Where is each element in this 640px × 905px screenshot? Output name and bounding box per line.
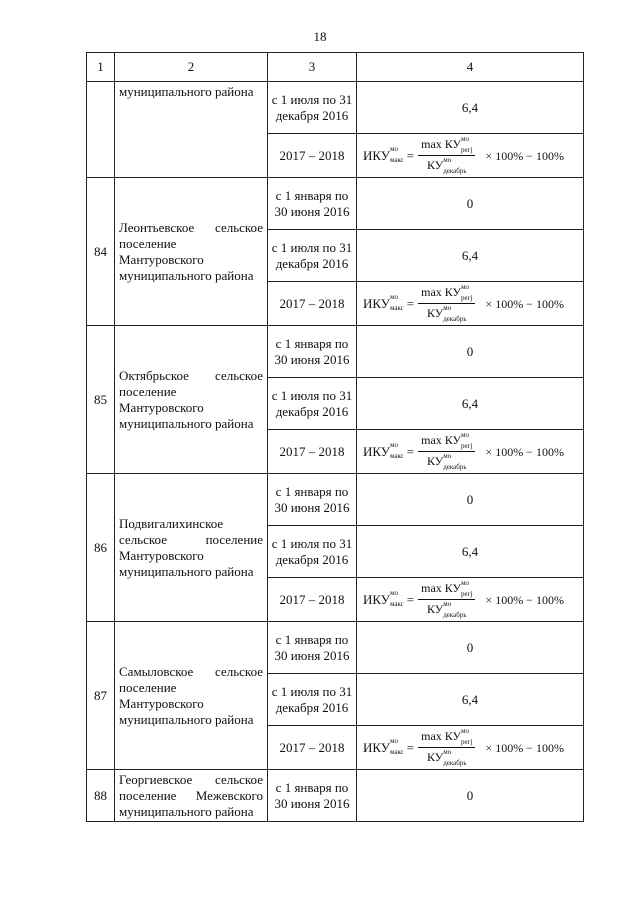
value-cell: 0 [357,178,584,230]
period-cell: 2017 – 2018 [268,134,357,178]
formula-den-sup: мо [443,304,452,312]
value-cell: 6,4 [357,378,584,430]
formula-cell [357,578,584,622]
row-name-cell: Георгиевское сельское поселение Межевского муниципального района [115,770,268,822]
formula-denominator [424,452,470,471]
rows-body [87,178,584,770]
table-row [87,178,584,230]
value-cell: 0 [357,326,584,378]
formula-fraction [418,728,475,767]
value-cell: 0 [357,474,584,526]
formula-numerator [418,580,475,600]
row-number-cell: 87 [87,622,115,770]
formula-denominator [424,600,470,619]
formula-lhs-sup: мо [390,736,398,745]
formula-num-text: max КУ [421,729,462,743]
formula-fraction [418,284,475,323]
period-cell: с 1 июля по 31 декабря 2016 [268,526,357,578]
formula-lhs-sup: мо [390,588,398,597]
header-col-4: 4 [357,53,584,82]
formula-num-sub: регj [460,590,473,598]
formula-num-sup: мо [461,579,469,587]
formula-num-sup: мо [461,727,469,735]
formula-num-sup: мо [461,283,469,291]
formula-lhs-sub: макс [389,155,404,164]
formula-denominator [424,304,470,323]
formula-den-sub: декабрь [443,167,467,175]
formula-fraction [418,432,475,471]
formula-numerator [418,136,475,156]
formula-den-sub: декабрь [443,759,467,767]
table-row [87,326,584,378]
formula-lhs-sub: макс [389,451,404,460]
formula-den-sup: мо [443,156,452,164]
formula-equals: = [406,295,415,311]
formula-numerator [418,284,475,304]
period-cell: с 1 января по 30 июня 2016 [268,178,357,230]
formula-tail: × 100% − 100% [485,444,564,459]
formula-equals: = [406,147,415,163]
formula-fraction [418,136,475,175]
formula-lhs: ИКУ [363,739,391,755]
formula-cell [357,134,584,178]
formula-den-sup: мо [443,600,452,608]
period-cell: с 1 января по 30 июня 2016 [268,622,357,674]
header-col-1: 1 [87,53,115,82]
value-cell: 0 [357,770,584,822]
period-cell: с 1 июля по 31 декабря 2016 [268,230,357,282]
formula-equals: = [406,739,415,755]
period-cell: с 1 января по 30 июня 2016 [268,326,357,378]
formula [357,580,583,619]
formula-den-sup: мо [443,452,452,460]
formula-num-text: max КУ [421,285,462,299]
header-row [87,53,584,82]
period-cell: с 1 июля по 31 декабря 2016 [268,674,357,726]
formula [357,136,583,175]
formula-num-text: max КУ [421,137,462,151]
row-number-cell: 88 [87,770,115,822]
formula-denominator [424,748,470,767]
formula-den-sub: декабрь [443,463,467,471]
row-name-cell: Подвигалихинское сельское поселение Мантуровского муниципального района [115,474,268,622]
period-cell: 2017 – 2018 [268,578,357,622]
formula-cell [357,726,584,770]
formula-num-sub: регj [460,738,473,746]
formula-tail: × 100% − 100% [485,592,564,607]
formula-lhs-sup: мо [390,292,398,301]
formula-numerator [418,728,475,748]
formula-lhs-sub: макс [389,303,404,312]
row-name-cell: Самыловское сельское поселение Мантуровского муниципального района [115,622,268,770]
table-row [87,82,584,134]
header-col-2: 2 [115,53,268,82]
formula-den-sub: декабрь [443,315,467,323]
formula-lhs-sup: мо [390,144,398,153]
formula-den-sup: мо [443,748,452,756]
formula-den-text: КУ [427,306,444,320]
formula-num-text: max КУ [421,581,462,595]
formula-lhs: ИКУ [363,295,391,311]
row-name-cell: муниципального района [115,82,268,178]
data-table [86,52,584,822]
table-row [87,622,584,674]
period-cell: 2017 – 2018 [268,282,357,326]
period-cell: с 1 января по 30 июня 2016 [268,474,357,526]
value-cell: 6,4 [357,526,584,578]
formula-num-text: max КУ [421,433,462,447]
formula-den-text: КУ [427,454,444,468]
row-number-cell [87,82,115,178]
row-number-cell: 84 [87,178,115,326]
formula-equals: = [406,591,415,607]
formula-lhs: ИКУ [363,147,391,163]
formula-lhs: ИКУ [363,591,391,607]
row-name-cell: Октябрьское сельское поселение Мантуровского муниципального района [115,326,268,474]
formula-den-text: КУ [427,602,444,616]
formula [357,284,583,323]
formula-fraction [418,580,475,619]
row-name-cell: Леонтьевское сельское поселение Мантуровского муниципального района [115,178,268,326]
formula-cell [357,282,584,326]
formula-tail: × 100% − 100% [485,296,564,311]
formula [357,432,583,471]
table-row [87,770,584,822]
period-cell: с 1 января по 30 июня 2016 [268,770,357,822]
value-cell: 6,4 [357,230,584,282]
table-row [87,474,584,526]
header-col-3: 3 [268,53,357,82]
value-cell: 6,4 [357,82,584,134]
formula-den-sub: декабрь [443,611,467,619]
formula-tail: × 100% − 100% [485,148,564,163]
page-number: 18 [313,29,327,44]
formula-numerator [418,432,475,452]
period-cell: 2017 – 2018 [268,726,357,770]
formula-lhs: ИКУ [363,443,391,459]
formula [357,728,583,767]
formula-num-sup: мо [461,431,469,439]
period-cell: с 1 июля по 31 декабря 2016 [268,82,357,134]
row-number-cell: 85 [87,326,115,474]
formula-cell [357,430,584,474]
period-cell: 2017 – 2018 [268,430,357,474]
formula-num-sub: регj [460,442,473,450]
formula-equals: = [406,443,415,459]
row-number-cell: 86 [87,474,115,622]
value-cell: 6,4 [357,674,584,726]
period-cell: с 1 июля по 31 декабря 2016 [268,378,357,430]
formula-lhs-sub: макс [389,599,404,608]
formula-lhs-sup: мо [390,440,398,449]
formula-num-sup: мо [461,135,469,143]
formula-tail: × 100% − 100% [485,740,564,755]
formula-den-text: КУ [427,750,444,764]
formula-denominator [424,156,470,175]
formula-den-text: КУ [427,158,444,172]
formula-lhs-sub: макс [389,747,404,756]
value-cell: 0 [357,622,584,674]
formula-num-sub: регj [460,294,473,302]
formula-num-sub: регj [460,146,473,154]
